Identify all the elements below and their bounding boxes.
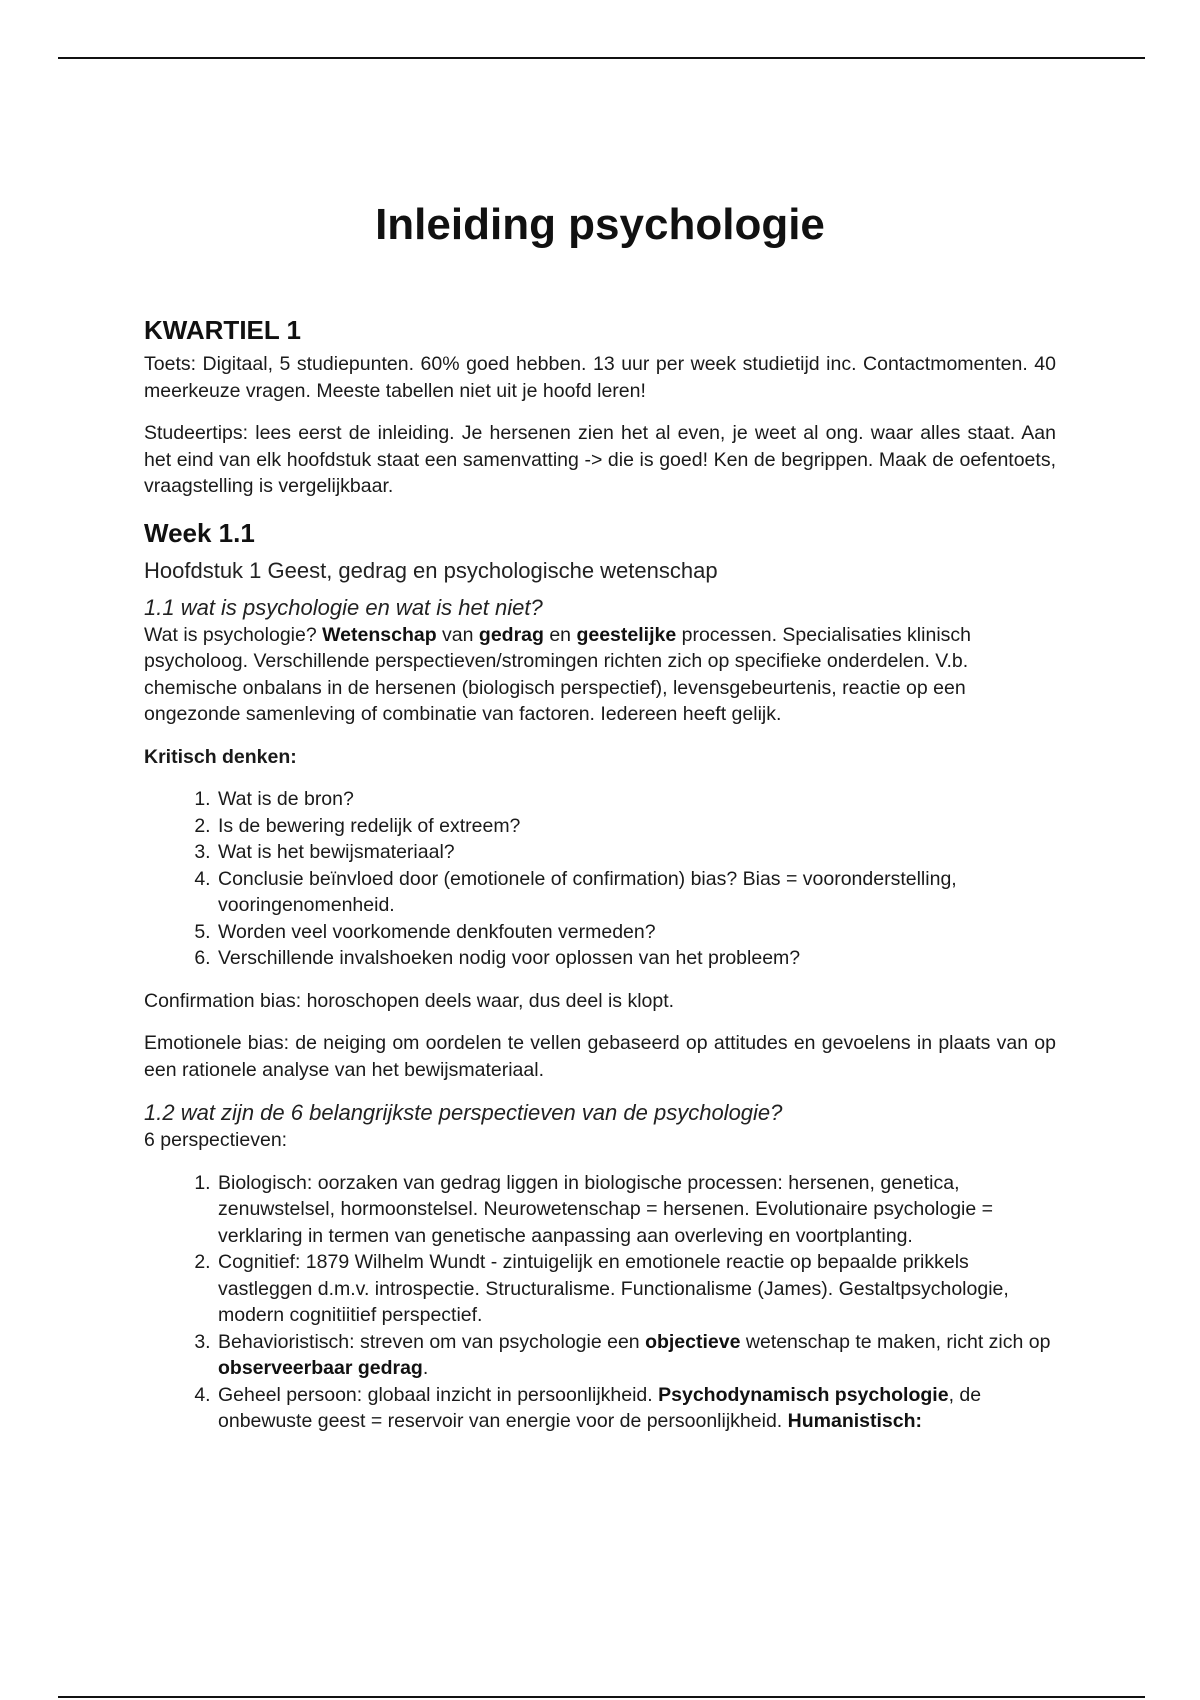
psychologie-paragraph: Wat is psychologie? Wetenschap van gedrag en geestelijke processen. Specialisaties klinisch psycholoog. Verschillende perspectieven/stromingen richten zich op specifieke onderdelen. V.b. chemische onbalans in de hersenen (biologisch perspectief), levensgebeurtenis, reactie op een ongezonde samenleving of combinatie van factoren. Iedereen heeft gelijk. xyxy=(144,623,971,725)
perspectieven-intro: 6 perspectieven: xyxy=(144,1129,288,1151)
document-body xyxy=(144,313,1056,1451)
week-heading: Week 1.1 xyxy=(144,517,255,548)
list-item: 3. Behavioristisch: streven om van psychologie een objectieve wetenschap te maken, richt zich op observeerbaar gedrag. xyxy=(216,1329,1056,1382)
kritisch-denken-heading: Kritisch denken: xyxy=(144,745,297,768)
list-item: 1. Biologisch: oorzaken van gedrag liggen in biologische processen: hersenen, genetica, zenuwstelsel, hormoonstelsel. Neurowetenschap = hersenen. Evolutionaire psychologie = verklaring in termen van genetische aanpassing aan overleving en voortplanting. xyxy=(216,1170,1056,1250)
list-item: 2. Is de bewering redelijk of extreem? xyxy=(216,813,1056,840)
confirmation-bias-paragraph: Confirmation bias: horoschopen deels waar, dus deel is klopt. xyxy=(144,989,675,1012)
section-1-2-heading: 1.2 wat zijn de 6 belangrijkste perspectieven van de psychologie? xyxy=(144,1100,783,1125)
studeertips-paragraph: Studeertips: lees eerst de inleiding. Je hersenen zien het al even, je weet al ong. waar alles staat. Aan het eind van elk hoofdstuk staat een samenvatting -> die is goed! Ken de begrippen. Maak de oefentoets, vraagstelling is vergelijkbaar. xyxy=(144,422,1056,497)
kwartiel-heading: KWARTIEL 1 xyxy=(144,315,301,345)
perspectieven-list xyxy=(144,1170,1056,1435)
section-1-1-heading: 1.1 wat is psychologie en wat is het niet? xyxy=(144,594,543,620)
list-item: 2. Cognitief: 1879 Wilhelm Wundt - zintuigelijk en emotionele reactie op bepaalde prikkels vastleggen d.m.v. introspectie. Structuralisme. Functionalisme (James). Gestaltpsychologie, modern cognitiitief perspectief. xyxy=(216,1249,1056,1329)
list-item: 6. Verschillende invalshoeken nodig voor oplossen van het probleem? xyxy=(216,945,1056,972)
toets-paragraph: Toets: Digitaal, 5 studiepunten. 60% goed hebben. 13 uur per week studietijd inc. Contactmomenten. 40 meerkeuze vragen. Meeste tabellen niet uit je hoofd leren! xyxy=(144,353,1056,402)
bottom-rule xyxy=(58,1696,1145,1698)
list-item: 4. Geheel persoon: globaal inzicht in persoonlijkheid. Psychodynamisch psychologie, de onbewuste geest = reservoir van energie voor de persoonlijkheid. Humanistisch: xyxy=(216,1382,1056,1435)
chapter-heading: Hoofdstuk 1 Geest, gedrag en psychologische wetenschap xyxy=(144,557,718,583)
document-title: Inleiding psychologie xyxy=(375,200,825,249)
list-item: 1. Wat is de bron? xyxy=(216,786,1056,813)
list-item: 4. Conclusie beïnvloed door (emotionele of confirmation) bias? Bias = vooronderstelling, vooringenomenheid. xyxy=(216,866,1056,919)
list-item: 5. Worden veel voorkomende denkfouten vermeden? xyxy=(216,919,1056,946)
kritisch-denken-list xyxy=(144,786,1056,972)
top-rule xyxy=(58,57,1145,59)
emotionele-bias-paragraph: Emotionele bias: de neiging om oordelen te vellen gebaseerd op attitudes en gevoelens in plaats van op een rationele analyse van het bewijsmateriaal. xyxy=(144,1032,1056,1081)
list-item: 3. Wat is het bewijsmateriaal? xyxy=(216,839,1056,866)
